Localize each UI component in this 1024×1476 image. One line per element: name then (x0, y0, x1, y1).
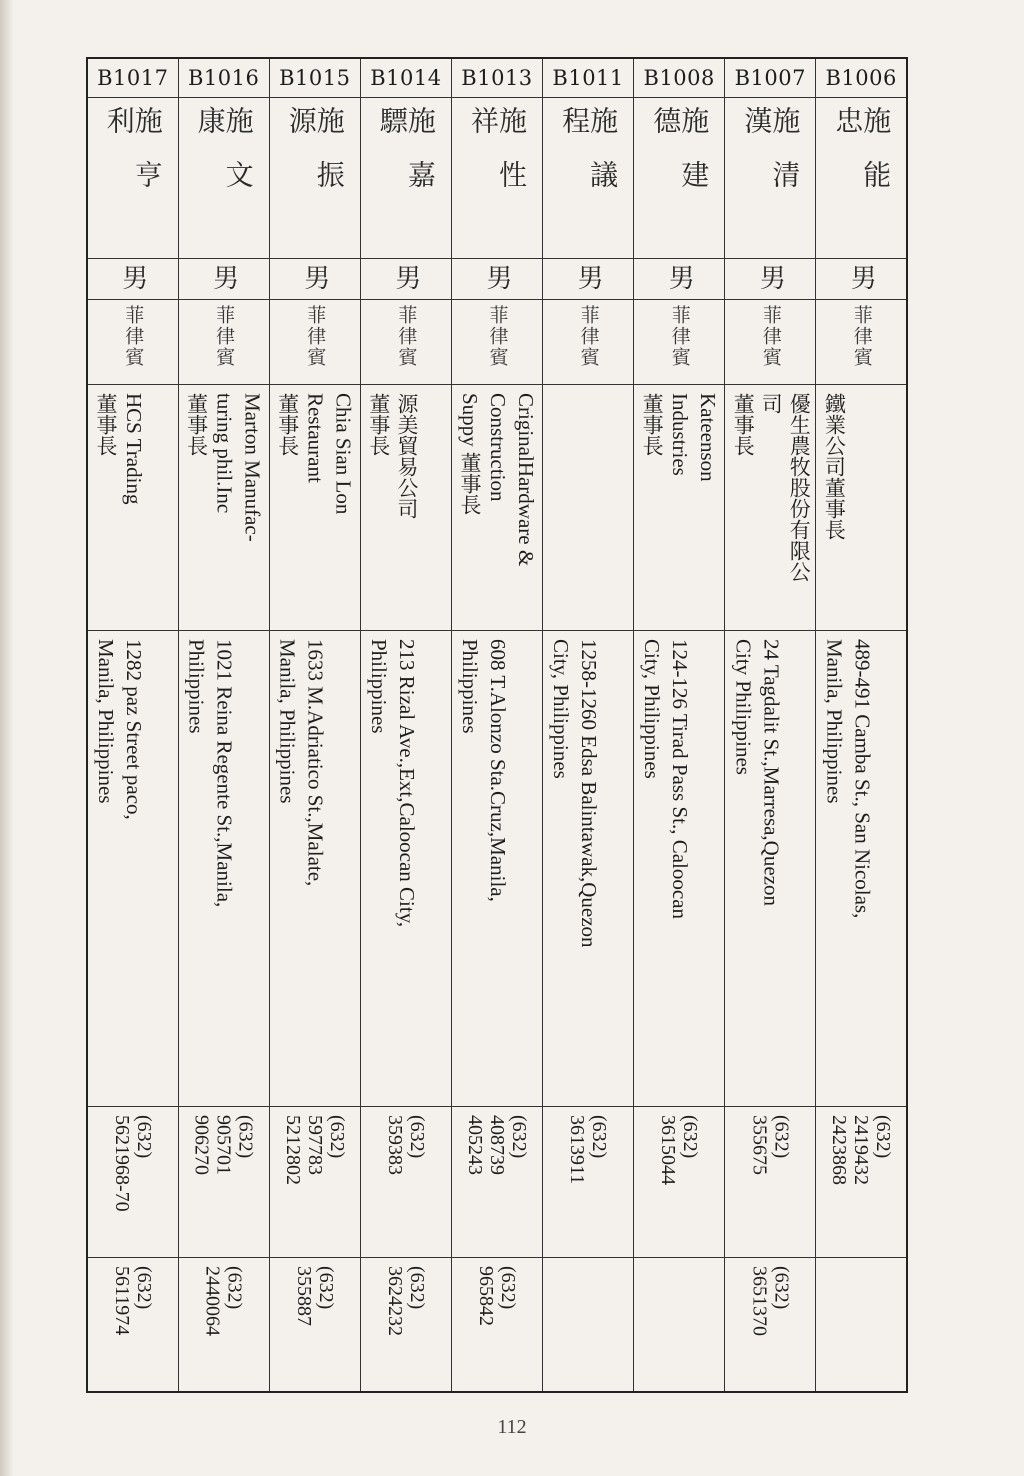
member-gender: 男 (755, 264, 786, 290)
member-name: 施議程 (558, 106, 620, 214)
member-name: 施清漢 (740, 106, 802, 214)
member-fax (584, 1258, 592, 1266)
member-phone-row (87, 1107, 907, 1258)
member-company: 鐵業公司董事長 (822, 393, 847, 540)
member-company: Marton Manufac- turing phil.Inc 董事長 (184, 393, 265, 542)
book-spine-shadow (0, 0, 14, 1476)
member-name: 施性祥 (466, 106, 528, 214)
member-gender: 男 (299, 264, 330, 290)
member-phone: (632) 2419432 2423868 (828, 1115, 895, 1185)
member-gender: 男 (846, 264, 877, 290)
member-address: 489-491 Camba St., San Nicolas, Manila, Philippines (822, 639, 875, 919)
member-fax: (632) 5611974 (110, 1266, 155, 1336)
member-code: B1011 (543, 58, 634, 98)
member-company: CriginalHardware & Construction Suppy 董事長 (457, 393, 538, 567)
member-company: 源美貿易公司 董事長 (366, 393, 419, 519)
member-code: B1008 (634, 58, 725, 98)
member-address: 213 Rizal Ave.,Ext,Caloocan City, Philippines (366, 639, 419, 928)
member-company: HCS Trading 董事長 (94, 393, 146, 505)
page-number: 112 (497, 1416, 527, 1438)
member-nationality-row (87, 300, 907, 385)
member-nationality: 菲律賓 (304, 305, 327, 368)
member-phone: (632) 3613911 (566, 1115, 611, 1185)
member-nationality: 菲律賓 (759, 305, 782, 368)
member-phone: (632) 355675 (748, 1115, 793, 1175)
member-nationality: 菲律賓 (486, 305, 509, 368)
member-gender: 男 (664, 264, 695, 290)
member-name: 施建德 (649, 106, 711, 214)
member-nationality: 菲律賓 (395, 305, 418, 368)
member-gender: 男 (208, 264, 239, 290)
member-company: Chia Sian Lon Restaurant 董事長 (275, 393, 356, 515)
member-name: 施振源 (284, 106, 346, 214)
member-address: 1633 M.Adriatico St.,Malate, Manila, Philippines (275, 639, 328, 887)
member-phone: (632) 3615044 (657, 1115, 702, 1185)
member-code: B1017 (87, 58, 178, 98)
member-company (543, 385, 551, 397)
member-fax: (632) 965842 (474, 1266, 519, 1326)
member-gender: 男 (573, 264, 604, 290)
member-code: B1014 (360, 58, 451, 98)
member-fax-row (87, 1258, 907, 1393)
member-name: 施能忠 (831, 106, 893, 214)
member-address-row (87, 631, 907, 1107)
member-address: 124-126 Tirad Pass St., Caloocan City, Philippines (640, 639, 693, 920)
member-gender: 男 (390, 264, 421, 290)
member-address: 608 T.Alonzo Sta.Cruz,Manila, Philippines (457, 639, 510, 902)
member-name: 施嘉驃 (375, 106, 437, 214)
member-phone: (632) 359383 (383, 1115, 428, 1175)
member-nationality: 菲律賓 (213, 305, 236, 368)
member-gender-row (87, 259, 907, 300)
member-nationality: 菲律賓 (577, 305, 600, 368)
member-gender: 男 (117, 264, 148, 290)
member-address: 24 Tagdalit St.,Marresa,Quezon City Philippines (731, 639, 784, 906)
member-nationality: 菲律賓 (122, 305, 145, 368)
member-name: 施亨利 (102, 106, 164, 214)
member-directory-table (86, 57, 908, 1393)
member-code: B1007 (725, 58, 816, 98)
member-fax: (632) 3651370 (748, 1266, 793, 1336)
member-fax: (632) 3624232 (383, 1266, 428, 1336)
member-address: 1258-1260 Edsa Balintawak,Quezon City, Philippines (549, 639, 602, 948)
member-company: Kateenson Industries 董事長 (640, 393, 721, 482)
member-code: B1013 (451, 58, 542, 98)
member-address: 1021 Reina Regente St.,Manila, Philippines (184, 639, 237, 908)
member-gender: 男 (481, 264, 512, 290)
member-company: 優生農牧股份有限公 司 董事長 (731, 393, 812, 582)
member-fax (857, 1258, 865, 1266)
member-nationality: 菲律賓 (668, 305, 691, 368)
member-name: 施文康 (193, 106, 255, 214)
member-phone: (632) 597783 5212802 (281, 1115, 348, 1185)
member-phone: (632) 5621968-70 (110, 1115, 155, 1212)
member-code-row (87, 58, 907, 98)
member-name-row (87, 98, 907, 259)
member-code: B1015 (269, 58, 360, 98)
member-nationality: 菲律賓 (850, 305, 873, 368)
member-company-row (87, 385, 907, 631)
member-code: B1016 (178, 58, 269, 98)
member-phone: (632) 408739 405243 (463, 1115, 530, 1175)
member-fax (675, 1258, 683, 1266)
member-fax: (632) 355887 (292, 1266, 337, 1326)
member-address: 1282 paz Street paco, Manila, Philippines (94, 639, 146, 820)
member-fax: (632) 2440064 (201, 1266, 246, 1336)
member-code: B1006 (816, 58, 907, 98)
member-phone: (632) 905701 906270 (190, 1115, 257, 1175)
